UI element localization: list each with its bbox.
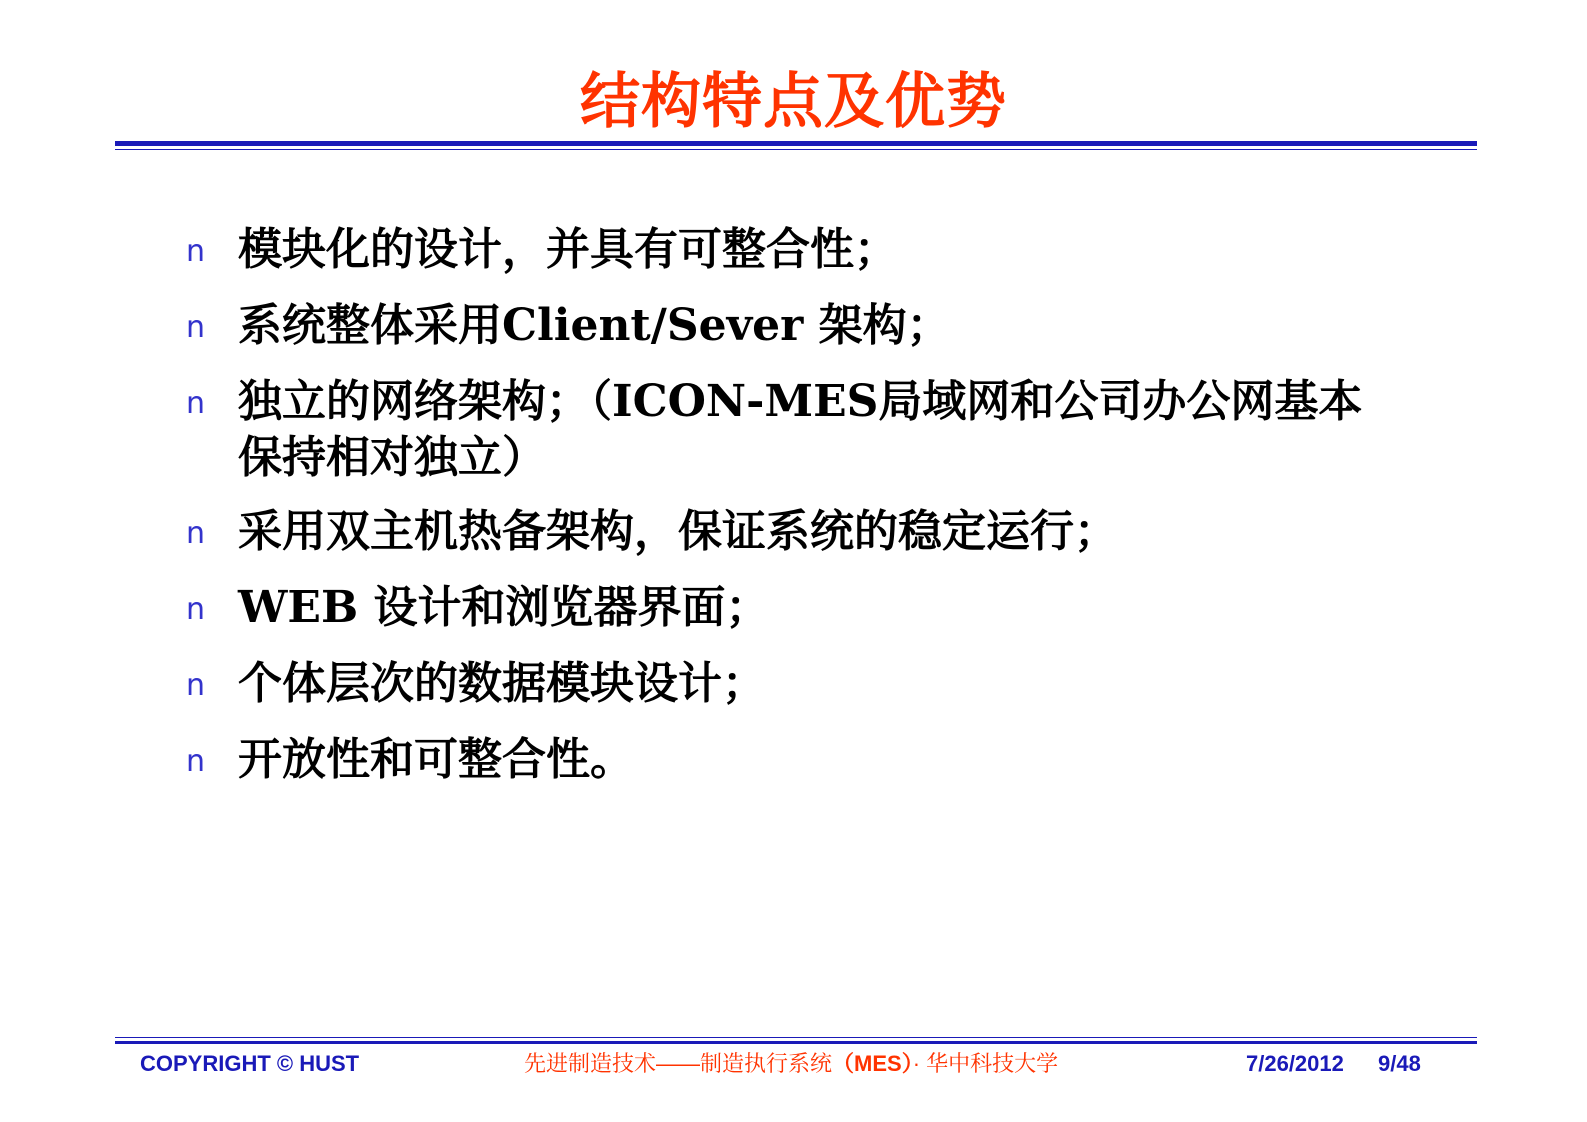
slide-title: 结构特点及优势	[580, 67, 1007, 137]
bullet-marker-icon: n	[186, 386, 206, 421]
bullet-item	[186, 732, 1366, 790]
bullet-text: 采用双主机热备架构，保证系统的稳定运行；	[238, 506, 1118, 557]
bullet-marker-icon: n	[186, 592, 206, 627]
footer-rule-thin	[115, 1037, 1477, 1038]
bullet-text: 模块化的设计，并具有可整合性；	[238, 224, 898, 275]
footer-rule-thick	[115, 1041, 1477, 1044]
bullet-item	[186, 580, 1366, 638]
title-rule-thin	[115, 149, 1477, 150]
footer-course-prefix: 先进制造技术——制造执行系统	[524, 1051, 833, 1076]
bullet-text: 开放性和可整合性。	[238, 734, 634, 785]
bullet-marker-icon: n	[186, 516, 206, 551]
bullet-marker-icon: n	[186, 744, 206, 779]
footer-page-number: 9/48	[1378, 1051, 1421, 1076]
bullet-item	[186, 298, 1366, 356]
bullet-marker-icon: n	[186, 668, 206, 703]
bullet-item	[186, 656, 1366, 714]
bullet-text: 个体层次的数据模块设计；	[238, 658, 766, 709]
footer-course-title	[524, 1050, 1058, 1078]
bullet-text: WEB 设计和浏览器界面；	[238, 582, 770, 633]
bullet-text: 系统整体采用Client/Sever 架构；	[238, 300, 951, 351]
footer-copyright: COPYRIGHT © HUST	[140, 1051, 360, 1076]
footer-course-mes: （MES）	[832, 1051, 913, 1076]
bullet-marker-icon: n	[186, 234, 206, 269]
bullet-list	[186, 222, 1366, 808]
bullet-item	[186, 504, 1366, 562]
bullet-item	[186, 374, 1366, 486]
bullet-item	[186, 222, 1366, 280]
footer-date: 7/26/2012	[1246, 1051, 1344, 1076]
bullet-text: 独立的网络架构；（ICON-MES局域网和公司办公网基本保持相对独立）	[238, 376, 1363, 483]
bullet-marker-icon: n	[186, 310, 206, 345]
footer-course-suffix: · 华中科技大学	[912, 1051, 1059, 1076]
title-rule-thick	[115, 141, 1477, 146]
